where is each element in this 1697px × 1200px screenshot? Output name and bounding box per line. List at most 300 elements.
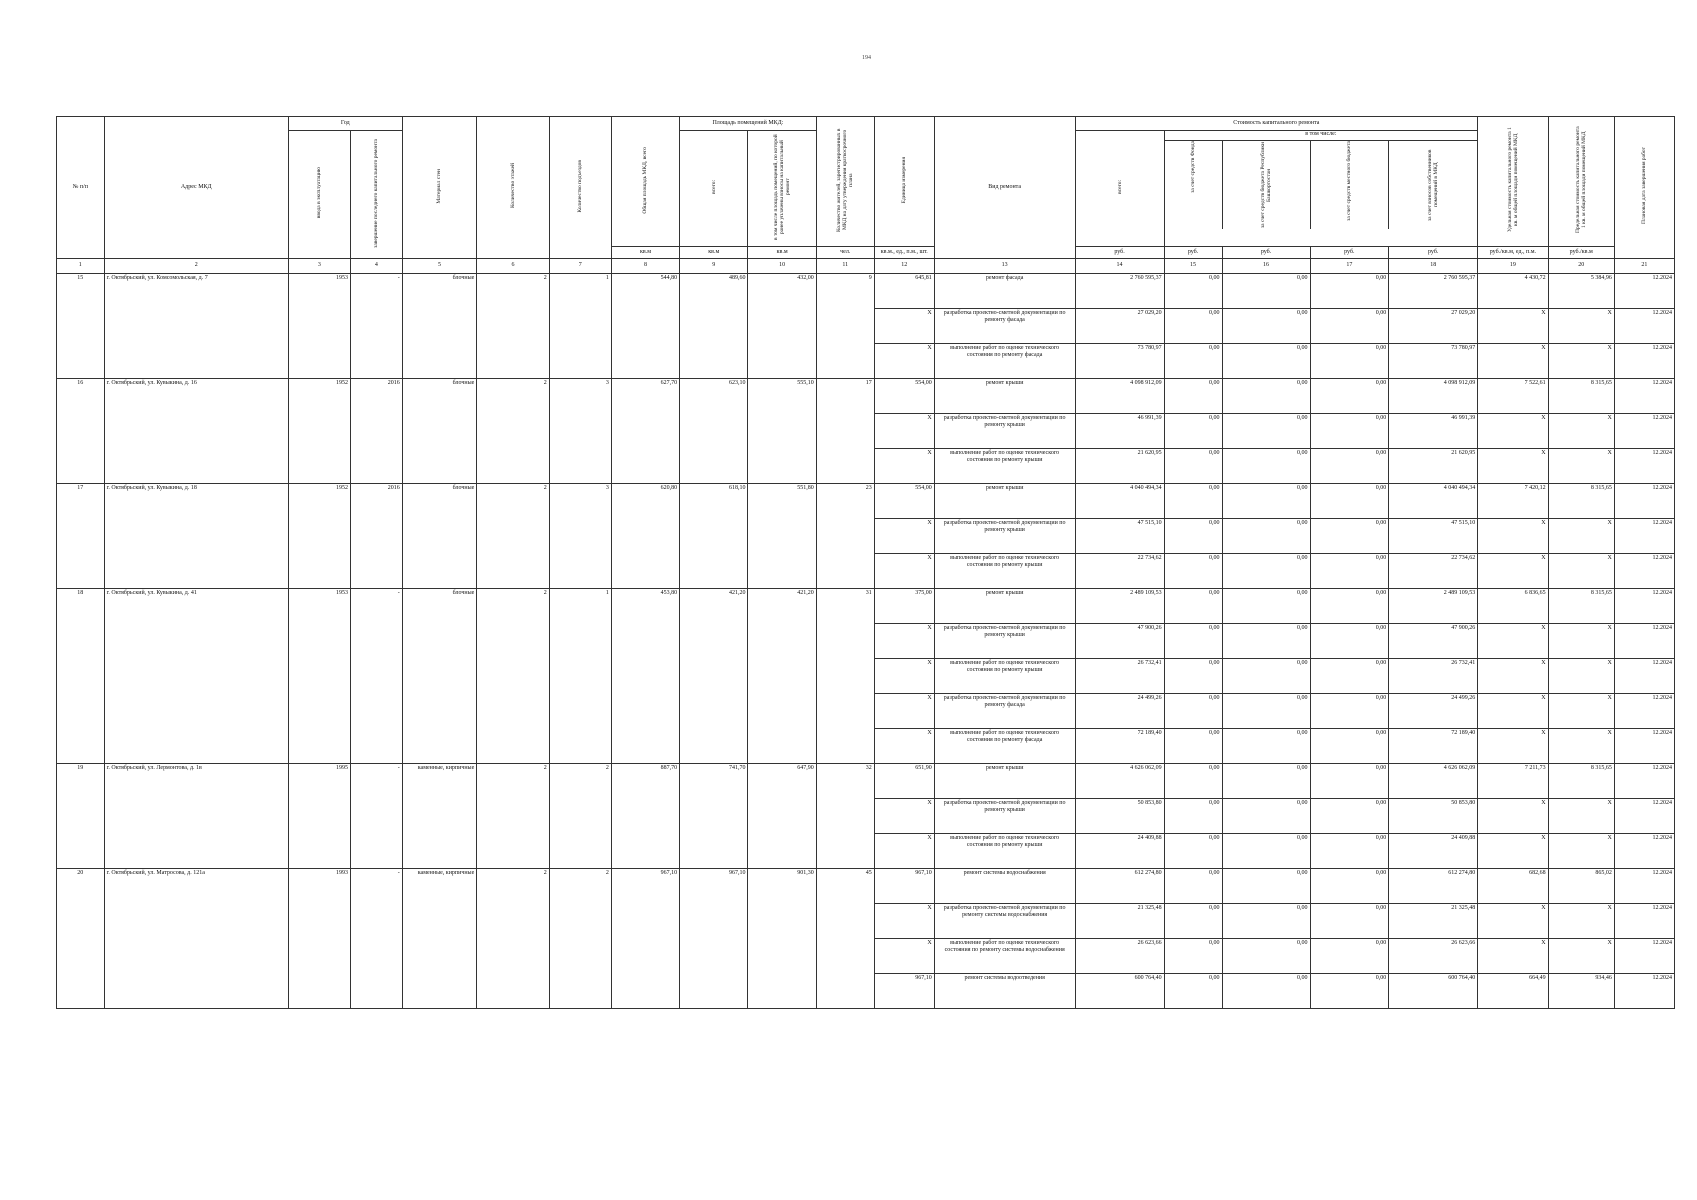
residents-count: 31 [816,588,874,763]
cost-owners: 4 098 912,09 [1389,378,1478,413]
hdr-cost-local: за счет средств местного бюджета [1346,141,1353,221]
area-all: 421,20 [680,588,748,763]
work-type: выполнение работ по оценке технического состояния по ремонту крыши [934,448,1075,483]
max-cost: X [1548,903,1614,938]
area-all: 618,10 [680,483,748,588]
floors-count: 2 [477,868,549,1008]
cost-owners: 22 734,62 [1389,553,1478,588]
unit-cost: 4 430,72 [1478,273,1548,308]
cost-total: 4 040 494,34 [1075,483,1164,518]
unit-area-fund: кв.м [748,246,816,258]
entrances-count: 3 [549,378,611,483]
entrances-count: 2 [549,763,611,868]
work-unit: X [874,343,934,378]
entrances-count: 1 [549,273,611,378]
unit-cost: X [1478,658,1548,693]
cost-total: 47 900,26 [1075,623,1164,658]
work-unit: X [874,623,934,658]
wall-material: каменные, кирпичные [402,763,477,868]
unit-r19: руб./кв.м, ед., п.м. [1478,246,1548,258]
max-cost: X [1548,553,1614,588]
cost-total: 2 760 595,37 [1075,273,1164,308]
residents-count: 17 [816,378,874,483]
floors-count: 2 [477,378,549,483]
cost-owners: 21 325,48 [1389,903,1478,938]
column-number: 17 [1310,258,1389,273]
cost-republic: 0,00 [1222,588,1310,623]
cost-total: 46 991,39 [1075,413,1164,448]
hdr-area-fund: в том числе площадь помещений, по которой ранее уплачены взносы на капитальный ремонт [773,134,792,240]
entrances-count: 2 [549,868,611,1008]
work-unit: X [874,518,934,553]
cost-republic: 0,00 [1222,868,1310,903]
column-number: 21 [1614,258,1674,273]
cost-republic: 0,00 [1222,448,1310,483]
wall-material: блочные [402,273,477,378]
column-number: 3 [288,258,350,273]
cost-fund: 0,00 [1164,448,1222,483]
cost-owners: 47 900,26 [1389,623,1478,658]
cost-fund: 0,00 [1164,763,1222,798]
cost-local: 0,00 [1310,938,1389,973]
cost-fund: 0,00 [1164,728,1222,763]
year-commission: 1952 [288,378,350,483]
cost-fund: 0,00 [1164,658,1222,693]
cost-total: 4 098 912,09 [1075,378,1164,413]
capital-repair-table [56,116,1675,1009]
cost-owners: 26 623,66 [1389,938,1478,973]
max-cost: X [1548,308,1614,343]
cost-local: 0,00 [1310,728,1389,763]
work-unit: X [874,448,934,483]
plan-date: 12.2024 [1614,483,1674,518]
work-type: выполнение работ по оценке технического состояния по ремонту фасада [934,343,1075,378]
column-number: 12 [874,258,934,273]
year-commission: 1953 [288,588,350,763]
cost-fund: 0,00 [1164,833,1222,868]
column-numbers-row [57,258,1675,273]
max-cost: X [1548,623,1614,658]
cost-total: 21 620,95 [1075,448,1164,483]
house-address: г. Октябрьский, ул. Кувыкина, д. 18 [104,483,288,588]
cost-local: 0,00 [1310,833,1389,868]
cost-local: 0,00 [1310,448,1389,483]
unit-area-all: кв.м [680,246,748,258]
area-all: 623,10 [680,378,748,483]
cost-owners: 26 732,41 [1389,658,1478,693]
max-cost: X [1548,833,1614,868]
unit-r20: руб./кв.м [1548,246,1614,258]
total-area: 544,80 [611,273,679,378]
cost-local: 0,00 [1310,273,1389,308]
column-number: 1 [57,258,105,273]
hdr-total-area: Общая площадь МКД, всего [642,146,649,214]
work-unit: 554,00 [874,378,934,413]
cost-republic: 0,00 [1222,938,1310,973]
column-number: 5 [402,258,477,273]
cost-fund: 0,00 [1164,938,1222,973]
plan-date: 12.2024 [1614,903,1674,938]
cost-owners: 4 626 062,09 [1389,763,1478,798]
table-row [57,483,1675,518]
max-cost: X [1548,693,1614,728]
cost-fund: 0,00 [1164,518,1222,553]
unit-cost: X [1478,308,1548,343]
entrances-count: 3 [549,483,611,588]
work-type: выполнение работ по оценке технического состояния по ремонту крыши [934,833,1075,868]
cost-total: 73 780,97 [1075,343,1164,378]
total-area: 627,70 [611,378,679,483]
column-number: 13 [934,258,1075,273]
cost-owners: 73 780,97 [1389,343,1478,378]
residents-count: 32 [816,763,874,868]
column-number: 15 [1164,258,1222,273]
column-number: 7 [549,258,611,273]
cost-republic: 0,00 [1222,728,1310,763]
max-cost: 8 315,65 [1548,763,1614,798]
hdr-cost-total: всего: [1116,180,1123,194]
plan-date: 12.2024 [1614,973,1674,1008]
work-unit: X [874,553,934,588]
plan-date: 12.2024 [1614,868,1674,903]
cost-owners: 24 409,88 [1389,833,1478,868]
work-type: разработка проектно-сметной документации по ремонту фасада [934,308,1075,343]
hdr-entrances: Количество подъездов [577,159,584,213]
year-commission: 1993 [288,868,350,1008]
column-number: 2 [104,258,288,273]
work-type: ремонт системы водоснабжения [934,868,1075,903]
cost-republic: 0,00 [1222,833,1310,868]
cost-fund: 0,00 [1164,343,1222,378]
work-unit: X [874,833,934,868]
wall-material: каменные, кирпичные [402,868,477,1008]
cost-fund: 0,00 [1164,413,1222,448]
hdr-cost-republic: за счет средств бюджета Республики Башкортостан [1260,142,1273,228]
plan-date: 12.2024 [1614,378,1674,413]
cost-local: 0,00 [1310,658,1389,693]
plan-date: 12.2024 [1614,448,1674,483]
max-cost: X [1548,448,1614,483]
cost-local: 0,00 [1310,868,1389,903]
cost-republic: 0,00 [1222,308,1310,343]
area-fund: 421,20 [748,588,816,763]
wall-material: блочные [402,588,477,763]
cost-local: 0,00 [1310,343,1389,378]
house-address: г. Октябрьский, ул. Лермонтова, д. 1в [104,763,288,868]
year-last-repair: - [350,763,402,868]
cost-local: 0,00 [1310,518,1389,553]
unit-cost: X [1478,728,1548,763]
page-number: 194 [862,55,871,61]
unit-r14: руб. [1075,246,1164,258]
work-unit: 554,00 [874,483,934,518]
floors-count: 2 [477,588,549,763]
work-type: выполнение работ по оценке технического состояния по ремонту крыши [934,658,1075,693]
unit-cost: 6 836,65 [1478,588,1548,623]
area-all: 741,70 [680,763,748,868]
header-row-1 [57,117,1675,131]
cost-republic: 0,00 [1222,518,1310,553]
plan-date: 12.2024 [1614,343,1674,378]
wall-material: блочные [402,483,477,588]
table-row [57,588,1675,623]
cost-local: 0,00 [1310,973,1389,1008]
hdr-cost-incl: в том числе: [1165,131,1478,141]
entrances-count: 1 [549,588,611,763]
residents-count: 9 [816,273,874,378]
unit-cost: 7 420,12 [1478,483,1548,518]
unit-cost: 682,68 [1478,868,1548,903]
cost-local: 0,00 [1310,553,1389,588]
unit-measure: кв.м., ед., п.м., шт. [874,246,934,258]
max-cost: 5 384,96 [1548,273,1614,308]
area-fund: 551,80 [748,483,816,588]
work-type: ремонт крыши [934,378,1075,413]
cost-fund: 0,00 [1164,378,1222,413]
cost-total: 4 626 062,09 [1075,763,1164,798]
unit-cost: X [1478,693,1548,728]
year-last-repair: - [350,273,402,378]
work-unit: 645,81 [874,273,934,308]
work-unit: X [874,693,934,728]
cost-republic: 0,00 [1222,413,1310,448]
plan-date: 12.2024 [1614,938,1674,973]
cost-local: 0,00 [1310,903,1389,938]
plan-date: 12.2024 [1614,658,1674,693]
unit-cost: X [1478,553,1548,588]
unit-cost: X [1478,448,1548,483]
work-type: ремонт крыши [934,483,1075,518]
work-unit: X [874,658,934,693]
cost-local: 0,00 [1310,378,1389,413]
house-address: г. Октябрьский, ул. Комсомольская, д. 7 [104,273,288,378]
work-type: разработка проектно-сметной документации по ремонту крыши [934,798,1075,833]
work-unit: 967,10 [874,973,934,1008]
house-number: 17 [57,483,105,588]
unit-r15: руб. [1164,246,1222,258]
table-row [57,868,1675,903]
cost-republic: 0,00 [1222,378,1310,413]
cost-total: 50 853,80 [1075,798,1164,833]
plan-date: 12.2024 [1614,273,1674,308]
hdr-area-all: всего: [710,180,717,194]
unit-cost: 7 211,73 [1478,763,1548,798]
cost-owners: 72 189,40 [1389,728,1478,763]
plan-date: 12.2024 [1614,728,1674,763]
cost-fund: 0,00 [1164,798,1222,833]
cost-fund: 0,00 [1164,553,1222,588]
area-all: 967,10 [680,868,748,1008]
table-row [57,378,1675,413]
cost-republic: 0,00 [1222,658,1310,693]
house-number: 16 [57,378,105,483]
hdr-cost-fund: за счет средств Фонда [1190,141,1197,193]
house-address: г. Октябрьский, ул. Кувыкина, д. 41 [104,588,288,763]
hdr-year-group: Год [288,117,402,131]
house-number: 20 [57,868,105,1008]
max-cost: X [1548,938,1614,973]
hdr-cost-group: Стоимость капитального ремонта [1075,117,1478,131]
total-area: 887,70 [611,763,679,868]
year-commission: 1953 [288,273,350,378]
work-type: разработка проектно-сметной документации по ремонту фасада [934,693,1075,728]
unit-area-total: кв.м [611,246,679,258]
cost-fund: 0,00 [1164,308,1222,343]
work-unit: X [874,728,934,763]
cost-fund: 0,00 [1164,273,1222,308]
column-number: 10 [748,258,816,273]
cost-owners: 2 489 109,53 [1389,588,1478,623]
residents-count: 23 [816,483,874,588]
cost-total: 24 499,26 [1075,693,1164,728]
work-type: разработка проектно-сметной документации по ремонту крыши [934,623,1075,658]
cost-republic: 0,00 [1222,693,1310,728]
cost-local: 0,00 [1310,763,1389,798]
plan-date: 12.2024 [1614,833,1674,868]
year-last-repair: 2016 [350,483,402,588]
hdr-work-type: Вид ремонта [934,117,1075,259]
column-number: 20 [1548,258,1614,273]
work-unit: X [874,413,934,448]
work-type: выполнение работ по оценке технического состояния по ремонту крыши [934,553,1075,588]
cost-total: 27 029,20 [1075,308,1164,343]
cost-fund: 0,00 [1164,903,1222,938]
cost-republic: 0,00 [1222,903,1310,938]
plan-date: 12.2024 [1614,763,1674,798]
cost-local: 0,00 [1310,693,1389,728]
plan-date: 12.2024 [1614,308,1674,343]
cost-fund: 0,00 [1164,588,1222,623]
floors-count: 2 [477,273,549,378]
work-type: разработка проектно-сметной документации по ремонту крыши [934,518,1075,553]
unit-cost: 7 522,61 [1478,378,1548,413]
cost-local: 0,00 [1310,308,1389,343]
work-type: ремонт фасада [934,273,1075,308]
work-type: выполнение работ по оценке технического состояния по ремонту фасада [934,728,1075,763]
unit-cost: X [1478,833,1548,868]
max-cost: X [1548,798,1614,833]
total-area: 453,80 [611,588,679,763]
year-commission: 1995 [288,763,350,868]
cost-local: 0,00 [1310,588,1389,623]
cost-republic: 0,00 [1222,553,1310,588]
house-number: 18 [57,588,105,763]
cost-fund: 0,00 [1164,693,1222,728]
table-row [57,273,1675,308]
unit-cost: X [1478,518,1548,553]
max-cost: 934,46 [1548,973,1614,1008]
unit-cost: X [1478,798,1548,833]
hdr-floors: Количество этажей [509,163,516,209]
cost-total: 72 189,40 [1075,728,1164,763]
work-type: разработка проектно-сметной документации по ремонту крыши [934,413,1075,448]
hdr-year-last-repair: завершение последнего капитального ремонта [373,138,380,248]
unit-cost: X [1478,413,1548,448]
cost-owners: 27 029,20 [1389,308,1478,343]
residents-count: 45 [816,868,874,1008]
plan-date: 12.2024 [1614,798,1674,833]
hdr-wall-material: Материал стен [436,168,443,204]
max-cost: 865,02 [1548,868,1614,903]
cost-fund: 0,00 [1164,623,1222,658]
hdr-address: Адрес МКД [104,117,288,259]
house-address: г. Октябрьский, ул. Кувыкина, д. 16 [104,378,288,483]
plan-date: 12.2024 [1614,588,1674,623]
work-type: ремонт системы водоотведения [934,973,1075,1008]
area-all: 489,60 [680,273,748,378]
cost-total: 47 515,10 [1075,518,1164,553]
work-type: ремонт крыши [934,763,1075,798]
house-address: г. Октябрьский, ул. Матросова, д. 121а [104,868,288,1008]
column-number: 9 [680,258,748,273]
cost-republic: 0,00 [1222,798,1310,833]
cost-republic: 0,00 [1222,483,1310,518]
unit-cost: X [1478,343,1548,378]
column-number: 16 [1222,258,1310,273]
table-row [57,763,1675,798]
cost-owners: 4 040 494,34 [1389,483,1478,518]
hdr-area-group: Площадь помещений МКД: [680,117,817,131]
cost-republic: 0,00 [1222,343,1310,378]
cost-total: 2 489 109,53 [1075,588,1164,623]
house-number: 19 [57,763,105,868]
unit-people: чел. [816,246,874,258]
unit-cost: X [1478,903,1548,938]
plan-date: 12.2024 [1614,518,1674,553]
area-fund: 555,10 [748,378,816,483]
unit-r16: руб. [1222,246,1310,258]
column-number: 4 [350,258,402,273]
hdr-year-commission: ввода в эксплуатацию [316,167,323,219]
max-cost: X [1548,658,1614,693]
work-type: разработка проектно-сметной документации по ремонту системы водоснабжения [934,903,1075,938]
work-unit: X [874,798,934,833]
work-unit: 651,90 [874,763,934,798]
cost-total: 24 409,88 [1075,833,1164,868]
cost-local: 0,00 [1310,623,1389,658]
max-cost: X [1548,518,1614,553]
hdr-num: № п/п [57,117,105,259]
max-cost: X [1548,343,1614,378]
cost-total: 612 274,80 [1075,868,1164,903]
cost-fund: 0,00 [1164,483,1222,518]
cost-owners: 612 274,80 [1389,868,1478,903]
unit-r18: руб. [1389,246,1478,258]
cost-owners: 2 760 595,37 [1389,273,1478,308]
cost-owners: 46 991,39 [1389,413,1478,448]
column-number: 18 [1389,258,1478,273]
max-cost: 8 315,65 [1548,588,1614,623]
area-fund: 647,90 [748,763,816,868]
cost-republic: 0,00 [1222,623,1310,658]
column-number: 19 [1478,258,1548,273]
hdr-residents: Количество жителей, зарегистрированных в МКД на дату утверждения краткосрочного плана [836,128,855,232]
work-unit: 967,10 [874,868,934,903]
unit-cost: 664,49 [1478,973,1548,1008]
work-unit: X [874,938,934,973]
column-number: 11 [816,258,874,273]
total-area: 620,80 [611,483,679,588]
max-cost: X [1548,728,1614,763]
total-area: 967,10 [611,868,679,1008]
floors-count: 2 [477,763,549,868]
wall-material: блочные [402,378,477,483]
floors-count: 2 [477,483,549,588]
cost-local: 0,00 [1310,483,1389,518]
cost-republic: 0,00 [1222,973,1310,1008]
cost-owners: 600 764,40 [1389,973,1478,1008]
cost-total: 22 734,62 [1075,553,1164,588]
